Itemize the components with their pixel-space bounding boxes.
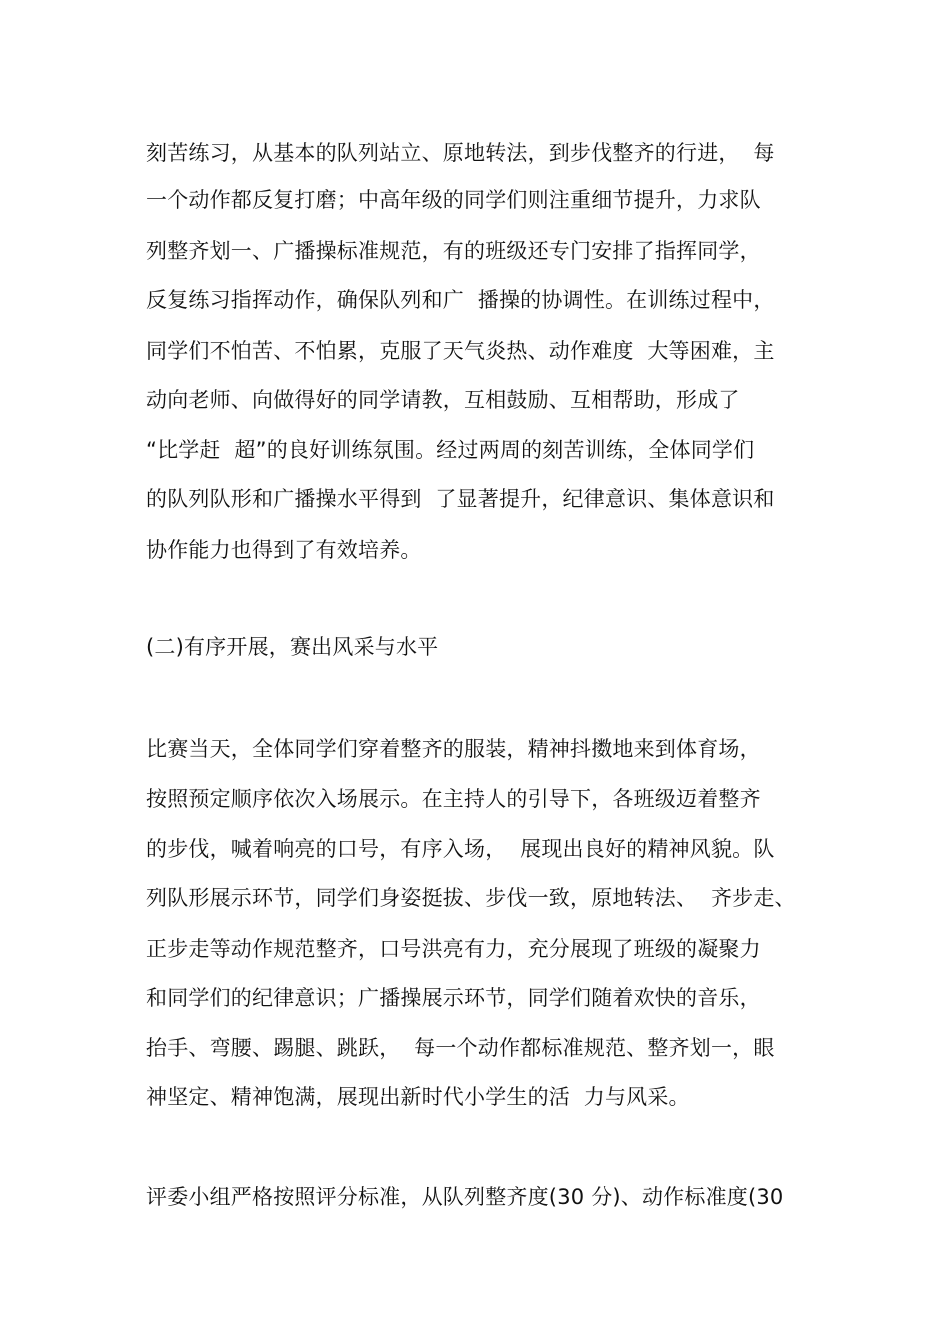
paragraph-line: 抬手、弯腰、踢腿、跳跃， 每一个动作都标准规范、整齐划一，眼 bbox=[146, 1036, 775, 1060]
paragraph-line: 一个动作都反复打磨；中高年级的同学们则注重细节提升，力求队 bbox=[146, 188, 761, 212]
paragraph-line: 动向老师、向做得好的同学请教，互相鼓励、互相帮助，形成了 bbox=[146, 388, 740, 412]
paragraph-line: 按照预定顺序依次入场展示。在主持人的引导下，各班级迈着整齐 bbox=[146, 787, 761, 811]
paragraph-line: 和同学们的纪律意识；广播操展示环节，同学们随着欢快的音乐， bbox=[146, 986, 761, 1010]
paragraph-line: 的步伐，喊着响亮的口号，有序入场， 展现出良好的精神风貌。队 bbox=[146, 837, 775, 861]
paragraph-line: 列队形展示环节，同学们身姿挺拔、步伐一致，原地转法、 齐步走、 bbox=[146, 886, 796, 910]
paragraph-line: 比赛当天，全体同学们穿着整齐的服装，精神抖擞地来到体育场， bbox=[146, 737, 761, 761]
paragraph-line: 神坚定、精神饱满，展现出新时代小学生的活 力与风采。 bbox=[146, 1085, 690, 1109]
paragraph-line: 协作能力也得到了有效培养。 bbox=[146, 538, 422, 562]
paragraph-line: “比学赶 超”的良好训练氛围。经过两周的刻苦训练，全体同学们 bbox=[146, 438, 755, 462]
paragraph-line: 刻苦练习，从基本的队列站立、原地转法，到步伐整齐的行进， 每 bbox=[146, 141, 775, 165]
paragraph-line: 同学们不怕苦、不怕累，克服了天气炎热、动作难度 大等困难，主 bbox=[146, 339, 775, 363]
paragraph-line: 反复练习指挥动作，确保队列和广 播操的协调性。在训练过程中， bbox=[146, 288, 775, 312]
paragraph-line: 列整齐划一、广播操标准规范，有的班级还专门安排了指挥同学， bbox=[146, 239, 761, 263]
paragraph-line: 评委小组严格按照评分标准，从队列整齐度(30 分)、动作标准度(30 bbox=[146, 1185, 784, 1209]
section-heading: (二)有序开展，赛出风采与水平 bbox=[146, 635, 439, 659]
paragraph-line: 正步走等动作规范整齐，口号洪亮有力，充分展现了班级的凝聚力 bbox=[146, 937, 761, 961]
paragraph-line: 的队列队形和广播操水平得到 了显著提升，纪律意识、集体意识和 bbox=[146, 487, 775, 511]
